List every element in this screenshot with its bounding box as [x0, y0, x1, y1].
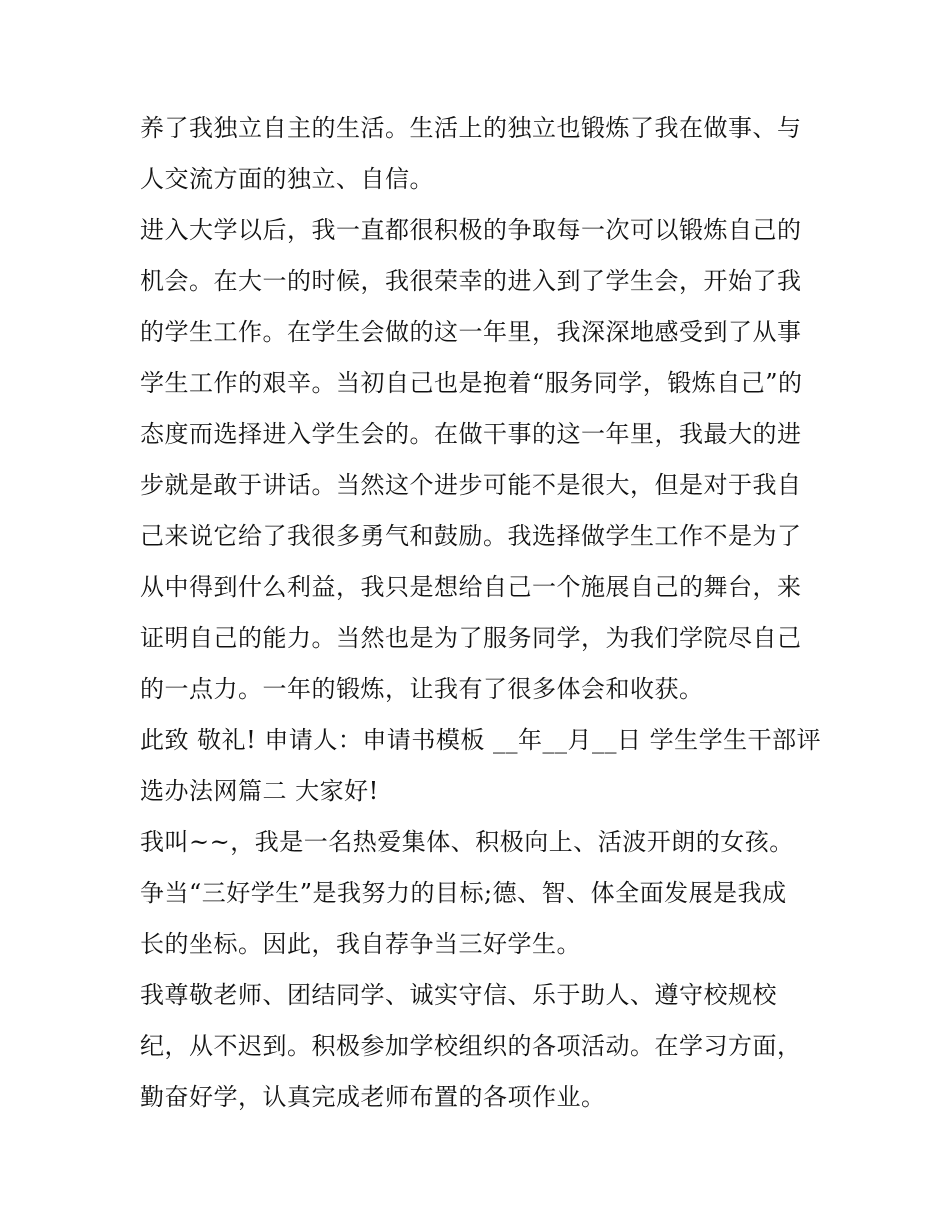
text-line: 争当“三好学生”是我努力的目标;德、智、体全面发展是我成 [140, 879, 787, 907]
text-line: 我叫~~，我是一名热爱集体、积极向上、活波开朗的女孩。 [140, 828, 794, 856]
text-line: 我尊敬老师、团结同学、诚实守信、乐于助人、遵守校规校 [140, 981, 777, 1009]
text-line: 证明自己的能力。当然也是为了服务同学，为我们学院尽自己 [140, 624, 802, 652]
text-line: 的一点力。一年的锻炼，让我有了很多体会和收获。 [140, 675, 704, 703]
text-line: 态度而选择进入学生会的。在做干事的这一年里，我最大的进 [140, 420, 802, 448]
text-line: 此致 敬礼! 申请人：申请书模板 __年__月__日 学生学生干部评 [140, 726, 822, 754]
text-line: 从中得到什么利益，我只是想给自己一个施展自己的舞台，来 [140, 573, 802, 601]
document-body [140, 103, 820, 1123]
text-line: 的学生工作。在学生会做的这一年里，我深深地感受到了从事 [140, 318, 802, 346]
text-line: 己来说它给了我很多勇气和鼓励。我选择做学生工作不是为了 [140, 522, 802, 550]
text-line: 选办法网篇二 大家好! [140, 777, 379, 805]
text-line: 纪，从不迟到。积极参加学校组织的各项活动。在学习方面， [140, 1032, 802, 1060]
text-line: 进入大学以后，我一直都很积极的争取每一次可以锻炼自己的 [140, 216, 802, 244]
text-line: 步就是敢于讲话。当然这个进步可能不是很大，但是对于我自 [140, 471, 802, 499]
text-line: 勤奋好学，认真完成老师布置的各项作业。 [140, 1083, 606, 1111]
text-line: 人交流方面的独立、自信。 [140, 165, 434, 193]
text-line: 养了我独立自主的生活。生活上的独立也锻炼了我在做事、与 [140, 114, 802, 142]
text-line: 学生工作的艰辛。当初自己也是抱着“服务同学，锻炼自己”的 [140, 369, 803, 397]
text-line: 长的坐标。因此，我自荐争当三好学生。 [140, 930, 581, 958]
text-line: 机会。在大一的时候，我很荣幸的进入到了学生会，开始了我 [140, 267, 802, 295]
